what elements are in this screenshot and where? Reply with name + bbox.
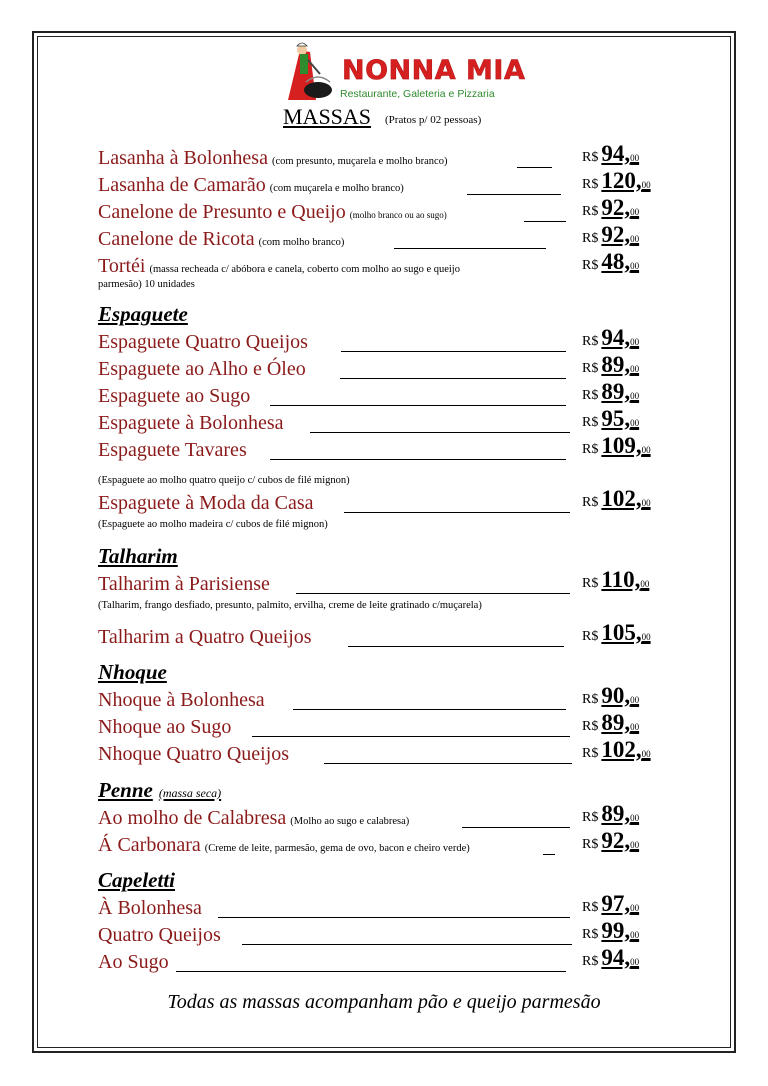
currency: R$ [582, 231, 599, 246]
menu-item [98, 945, 668, 976]
item-price: 89,00 [601, 352, 640, 377]
currency: R$ [582, 576, 599, 591]
item-name: Canelone de Ricota [98, 228, 255, 250]
item-note: (Espaguete ao molho quatro queijo c/ cubos de filé mignon) [98, 475, 350, 486]
dotted-leader [344, 512, 570, 513]
section-heading-talharim: Talharim [98, 544, 178, 568]
item-price: 102,00 [601, 486, 651, 511]
item-desc: (massa recheada c/ abóbora e canela, coberto com molho ao sugo e queijo [149, 264, 460, 275]
dotted-leader [252, 736, 570, 737]
dotted-leader [467, 194, 561, 195]
section-heading-espaguete: Espaguete [98, 302, 188, 326]
item-desc-continued: parmesão) 10 unidades [98, 279, 195, 290]
item-price: 102,00 [601, 737, 651, 762]
currency: R$ [582, 954, 599, 969]
currency: R$ [582, 746, 599, 761]
item-name: Ao Sugo [98, 951, 169, 973]
item-price: 110,00 [601, 567, 650, 592]
dotted-leader [293, 709, 566, 710]
item-name: Á Carbonara [98, 834, 201, 856]
item-desc: (com molho branco) [258, 237, 345, 248]
item-name: Espaguete Tavares [98, 439, 247, 461]
item-name: Canelone de Presunto e Queijo [98, 201, 346, 223]
section-note: (massa seca) [158, 786, 222, 800]
item-desc: (com presunto, muçarela e molho branco) [271, 156, 448, 167]
currency: R$ [582, 258, 599, 273]
dotted-leader [462, 827, 570, 828]
dotted-leader [176, 971, 566, 972]
dotted-leader [324, 763, 572, 764]
dotted-leader [218, 917, 570, 918]
currency: R$ [582, 927, 599, 942]
currency: R$ [582, 692, 599, 707]
item-note: (Espaguete ao molho madeira c/ cubos de filé mignon) [98, 519, 328, 530]
item-desc: (Creme de leite, parmesão, gema de ovo, bacon e cheiro verde) [204, 843, 470, 854]
item-name: Espaguete Quatro Queijos [98, 331, 308, 353]
currency: R$ [582, 629, 599, 644]
menu-item [98, 433, 668, 464]
item-price: 92,00 [601, 195, 640, 220]
dotted-leader [341, 351, 566, 352]
menu-item [98, 828, 668, 859]
page-title-note: (Pratos p/ 02 pessoas) [385, 114, 482, 126]
currency: R$ [582, 204, 599, 219]
section-heading-penne: Penne (massa seca) [98, 778, 222, 802]
currency: R$ [582, 900, 599, 915]
item-name: Nhoque ao Sugo [98, 716, 232, 738]
item-note: (Talharim, frango desfiado, presunto, palmito, ervilha, creme de leite gratinado c/muçarela) [98, 600, 482, 611]
item-price: 105,00 [601, 620, 651, 645]
dotted-leader [270, 405, 566, 406]
item-price: 92,00 [601, 828, 640, 853]
item-price: 92,00 [601, 222, 640, 247]
dotted-leader [517, 167, 552, 168]
dotted-leader [394, 248, 546, 249]
currency: R$ [582, 150, 599, 165]
item-price: 99,00 [601, 918, 640, 943]
item-name: Lasanha à Bolonhesa [98, 147, 268, 169]
currency: R$ [582, 388, 599, 403]
currency: R$ [582, 837, 599, 852]
item-price: 94,00 [601, 141, 640, 166]
currency: R$ [582, 334, 599, 349]
dotted-leader [242, 944, 572, 945]
item-desc: (com muçarela e molho branco) [269, 183, 404, 194]
currency: R$ [582, 361, 599, 376]
dotted-leader [340, 378, 566, 379]
logo-subtitle: Restaurante, Galeteria e Pizzaria [340, 88, 495, 100]
section-heading-nhoque: Nhoque [98, 660, 167, 684]
item-price: 48,00 [601, 249, 640, 274]
item-price: 95,00 [601, 406, 640, 431]
item-name: Nhoque Quatro Queijos [98, 743, 290, 765]
section-heading-capeletti: Capeletti [98, 868, 175, 892]
item-price: 89,00 [601, 379, 640, 404]
footer-note: Todas as massas acompanham pão e queijo parmesão [167, 991, 601, 1013]
menu-item [98, 620, 668, 651]
menu-item [98, 737, 668, 768]
item-name: Espaguete à Bolonhesa [98, 412, 284, 434]
item-price: 89,00 [601, 710, 640, 735]
dotted-leader [310, 432, 570, 433]
item-name: Quatro Queijos [98, 924, 221, 946]
menu-item [98, 486, 668, 517]
item-price: 97,00 [601, 891, 640, 916]
item-price: 120,00 [601, 168, 651, 193]
dotted-leader [543, 854, 555, 855]
item-price: 109,00 [601, 433, 651, 458]
item-price: 94,00 [601, 945, 640, 970]
item-name: Espaguete ao Sugo [98, 385, 251, 407]
currency: R$ [582, 177, 599, 192]
item-name: À Bolonhesa [98, 897, 202, 919]
item-price: 89,00 [601, 801, 640, 826]
currency: R$ [582, 415, 599, 430]
item-name: Espaguete ao Alho e Óleo [98, 358, 306, 380]
menu-item [98, 567, 668, 598]
logo-name: NONNA MIA [342, 55, 526, 86]
item-name: Talharim a Quatro Queijos [98, 626, 312, 648]
item-name: Tortéi [98, 255, 146, 277]
item-name: Nhoque à Bolonhesa [98, 689, 265, 711]
dotted-leader [270, 459, 566, 460]
currency: R$ [582, 719, 599, 734]
dotted-leader [348, 646, 564, 647]
item-desc: (molho branco ou ao sugo) [349, 210, 447, 220]
dotted-leader [524, 221, 566, 222]
currency: R$ [582, 495, 599, 510]
menu-item [98, 249, 668, 280]
item-price: 94,00 [601, 325, 640, 350]
page-title: MASSAS [283, 104, 372, 129]
item-name: Lasanha de Camarão [98, 174, 266, 196]
currency: R$ [582, 442, 599, 457]
item-desc: (Molho ao sugo e calabresa) [290, 816, 410, 827]
currency: R$ [582, 810, 599, 825]
item-name: Talharim à Parisiense [98, 573, 270, 595]
item-name: Ao molho de Calabresa [98, 807, 287, 829]
item-price: 90,00 [601, 683, 640, 708]
dotted-leader [296, 593, 570, 594]
item-name: Espaguete à Moda da Casa [98, 492, 314, 514]
